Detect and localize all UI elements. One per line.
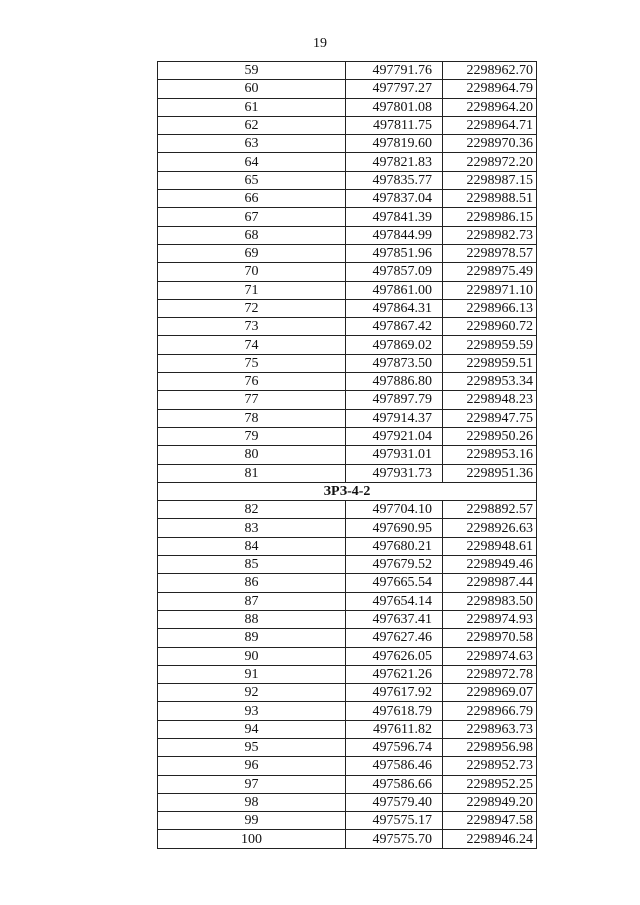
- table-row: [158, 98, 537, 116]
- x-coordinate-cell: 497579.40: [346, 793, 443, 811]
- table-row: [158, 519, 537, 537]
- x-coordinate-cell: 497680.21: [346, 537, 443, 555]
- point-number-cell: 73: [158, 318, 346, 336]
- point-number-cell: 72: [158, 299, 346, 317]
- table-row: [158, 702, 537, 720]
- x-coordinate-cell: 497575.70: [346, 830, 443, 848]
- y-coordinate-cell: 2298966.13: [443, 299, 537, 317]
- point-number-cell: 95: [158, 738, 346, 756]
- table-row: [158, 226, 537, 244]
- x-coordinate-cell: 497596.74: [346, 738, 443, 756]
- x-coordinate-cell: 497931.73: [346, 464, 443, 482]
- x-coordinate-cell: 497914.37: [346, 409, 443, 427]
- y-coordinate-cell: 2298978.57: [443, 244, 537, 262]
- table-row: [158, 208, 537, 226]
- x-coordinate-cell: 497801.08: [346, 98, 443, 116]
- table-row: [158, 373, 537, 391]
- table-row: [158, 574, 537, 592]
- y-coordinate-cell: 2298963.73: [443, 720, 537, 738]
- coordinates-table-body: [158, 62, 537, 849]
- y-coordinate-cell: 2298959.51: [443, 354, 537, 372]
- x-coordinate-cell: 497665.54: [346, 574, 443, 592]
- y-coordinate-cell: 2298983.50: [443, 592, 537, 610]
- table-row: [158, 665, 537, 683]
- table-row: [158, 354, 537, 372]
- page-number: 19: [313, 36, 327, 51]
- x-coordinate-cell: 497811.75: [346, 116, 443, 134]
- y-coordinate-cell: 2298970.36: [443, 135, 537, 153]
- x-coordinate-cell: 497627.46: [346, 629, 443, 647]
- coordinates-table: [157, 61, 537, 849]
- x-coordinate-cell: 497586.66: [346, 775, 443, 793]
- point-number-cell: 86: [158, 574, 346, 592]
- x-coordinate-cell: 497797.27: [346, 80, 443, 98]
- point-number-cell: 65: [158, 171, 346, 189]
- x-coordinate-cell: 497886.80: [346, 373, 443, 391]
- point-number-cell: 74: [158, 336, 346, 354]
- point-number-cell: 98: [158, 793, 346, 811]
- point-number-cell: 62: [158, 116, 346, 134]
- x-coordinate-cell: 497819.60: [346, 135, 443, 153]
- y-coordinate-cell: 2298950.26: [443, 427, 537, 445]
- x-coordinate-cell: 497575.17: [346, 812, 443, 830]
- point-number-cell: 76: [158, 373, 346, 391]
- point-number-cell: 67: [158, 208, 346, 226]
- point-number-cell: 60: [158, 80, 346, 98]
- table-row: [158, 537, 537, 555]
- y-coordinate-cell: 2298952.73: [443, 757, 537, 775]
- y-coordinate-cell: 2298982.73: [443, 226, 537, 244]
- x-coordinate-cell: 497864.31: [346, 299, 443, 317]
- table-row: [158, 299, 537, 317]
- point-number-cell: 90: [158, 647, 346, 665]
- y-coordinate-cell: 2298970.58: [443, 629, 537, 647]
- y-coordinate-cell: 2298949.46: [443, 556, 537, 574]
- table-row: [158, 830, 537, 848]
- x-coordinate-cell: 497837.04: [346, 190, 443, 208]
- point-number-cell: 96: [158, 757, 346, 775]
- table-row: [158, 135, 537, 153]
- point-number-cell: 91: [158, 665, 346, 683]
- x-coordinate-cell: 497873.50: [346, 354, 443, 372]
- y-coordinate-cell: 2298962.70: [443, 62, 537, 80]
- y-coordinate-cell: 2298952.25: [443, 775, 537, 793]
- y-coordinate-cell: 2298948.23: [443, 391, 537, 409]
- point-number-cell: 89: [158, 629, 346, 647]
- x-coordinate-cell: 497835.77: [346, 171, 443, 189]
- point-number-cell: 93: [158, 702, 346, 720]
- point-number-cell: 99: [158, 812, 346, 830]
- x-coordinate-cell: 497690.95: [346, 519, 443, 537]
- x-coordinate-cell: 497704.10: [346, 501, 443, 519]
- x-coordinate-cell: 497921.04: [346, 427, 443, 445]
- x-coordinate-cell: 497791.76: [346, 62, 443, 80]
- table-row: [158, 116, 537, 134]
- point-number-cell: 79: [158, 427, 346, 445]
- point-number-cell: 64: [158, 153, 346, 171]
- x-coordinate-cell: 497821.83: [346, 153, 443, 171]
- y-coordinate-cell: 2298964.79: [443, 80, 537, 98]
- x-coordinate-cell: 497637.41: [346, 610, 443, 628]
- point-number-cell: 83: [158, 519, 346, 537]
- x-coordinate-cell: 497618.79: [346, 702, 443, 720]
- x-coordinate-cell: 497611.82: [346, 720, 443, 738]
- point-number-cell: 75: [158, 354, 346, 372]
- table-row: [158, 171, 537, 189]
- table-row: [158, 501, 537, 519]
- table-row: [158, 464, 537, 482]
- point-number-cell: 70: [158, 263, 346, 281]
- table-row: [158, 757, 537, 775]
- x-coordinate-cell: 497851.96: [346, 244, 443, 262]
- section-header-row: [158, 482, 537, 500]
- table-row: [158, 446, 537, 464]
- table-row: [158, 793, 537, 811]
- table-row: [158, 610, 537, 628]
- table-row: [158, 775, 537, 793]
- point-number-cell: 69: [158, 244, 346, 262]
- point-number-cell: 80: [158, 446, 346, 464]
- y-coordinate-cell: 2298974.63: [443, 647, 537, 665]
- point-number-cell: 81: [158, 464, 346, 482]
- point-number-cell: 68: [158, 226, 346, 244]
- table-row: [158, 336, 537, 354]
- table-row: [158, 318, 537, 336]
- point-number-cell: 77: [158, 391, 346, 409]
- table-row: [158, 812, 537, 830]
- point-number-cell: 84: [158, 537, 346, 555]
- table-row: [158, 427, 537, 445]
- y-coordinate-cell: 2298892.57: [443, 501, 537, 519]
- y-coordinate-cell: 2298972.78: [443, 665, 537, 683]
- table-row: [158, 153, 537, 171]
- table-row: [158, 592, 537, 610]
- y-coordinate-cell: 2298959.59: [443, 336, 537, 354]
- x-coordinate-cell: 497867.42: [346, 318, 443, 336]
- point-number-cell: 85: [158, 556, 346, 574]
- x-coordinate-cell: 497617.92: [346, 684, 443, 702]
- point-number-cell: 59: [158, 62, 346, 80]
- x-coordinate-cell: 497626.05: [346, 647, 443, 665]
- point-number-cell: 61: [158, 98, 346, 116]
- x-coordinate-cell: 497857.09: [346, 263, 443, 281]
- x-coordinate-cell: 497621.26: [346, 665, 443, 683]
- point-number-cell: 66: [158, 190, 346, 208]
- y-coordinate-cell: 2298988.51: [443, 190, 537, 208]
- point-number-cell: 78: [158, 409, 346, 427]
- y-coordinate-cell: 2298946.24: [443, 830, 537, 848]
- y-coordinate-cell: 2298966.79: [443, 702, 537, 720]
- x-coordinate-cell: 497844.99: [346, 226, 443, 244]
- x-coordinate-cell: 497931.01: [346, 446, 443, 464]
- table-row: [158, 556, 537, 574]
- y-coordinate-cell: 2298975.49: [443, 263, 537, 281]
- table-row: [158, 281, 537, 299]
- y-coordinate-cell: 2298948.61: [443, 537, 537, 555]
- table-row: [158, 409, 537, 427]
- point-number-cell: 88: [158, 610, 346, 628]
- y-coordinate-cell: 2298974.93: [443, 610, 537, 628]
- y-coordinate-cell: 2298949.20: [443, 793, 537, 811]
- y-coordinate-cell: 2298926.63: [443, 519, 537, 537]
- point-number-cell: 87: [158, 592, 346, 610]
- table-row: [158, 720, 537, 738]
- y-coordinate-cell: 2298964.20: [443, 98, 537, 116]
- y-coordinate-cell: 2298964.71: [443, 116, 537, 134]
- y-coordinate-cell: 2298969.07: [443, 684, 537, 702]
- y-coordinate-cell: 2298960.72: [443, 318, 537, 336]
- point-number-cell: 94: [158, 720, 346, 738]
- y-coordinate-cell: 2298947.58: [443, 812, 537, 830]
- x-coordinate-cell: 497869.02: [346, 336, 443, 354]
- x-coordinate-cell: 497897.79: [346, 391, 443, 409]
- table-row: [158, 263, 537, 281]
- table-row: [158, 80, 537, 98]
- table-row: [158, 684, 537, 702]
- table-row: [158, 190, 537, 208]
- y-coordinate-cell: 2298956.98: [443, 738, 537, 756]
- table-row: [158, 244, 537, 262]
- y-coordinate-cell: 2298947.75: [443, 409, 537, 427]
- table-row: [158, 391, 537, 409]
- point-number-cell: 100: [158, 830, 346, 848]
- x-coordinate-cell: 497861.00: [346, 281, 443, 299]
- y-coordinate-cell: 2298987.15: [443, 171, 537, 189]
- x-coordinate-cell: 497586.46: [346, 757, 443, 775]
- point-number-cell: 97: [158, 775, 346, 793]
- point-number-cell: 63: [158, 135, 346, 153]
- table-row: [158, 62, 537, 80]
- y-coordinate-cell: 2298951.36: [443, 464, 537, 482]
- y-coordinate-cell: 2298972.20: [443, 153, 537, 171]
- table-row: [158, 738, 537, 756]
- table-row: [158, 629, 537, 647]
- x-coordinate-cell: 497654.14: [346, 592, 443, 610]
- point-number-cell: 71: [158, 281, 346, 299]
- y-coordinate-cell: 2298987.44: [443, 574, 537, 592]
- y-coordinate-cell: 2298953.16: [443, 446, 537, 464]
- point-number-cell: 82: [158, 501, 346, 519]
- y-coordinate-cell: 2298986.15: [443, 208, 537, 226]
- x-coordinate-cell: 497841.39: [346, 208, 443, 226]
- table-row: [158, 647, 537, 665]
- y-coordinate-cell: 2298971.10: [443, 281, 537, 299]
- section-title: ЗРЗ-4-2: [158, 482, 537, 500]
- point-number-cell: 92: [158, 684, 346, 702]
- y-coordinate-cell: 2298953.34: [443, 373, 537, 391]
- x-coordinate-cell: 497679.52: [346, 556, 443, 574]
